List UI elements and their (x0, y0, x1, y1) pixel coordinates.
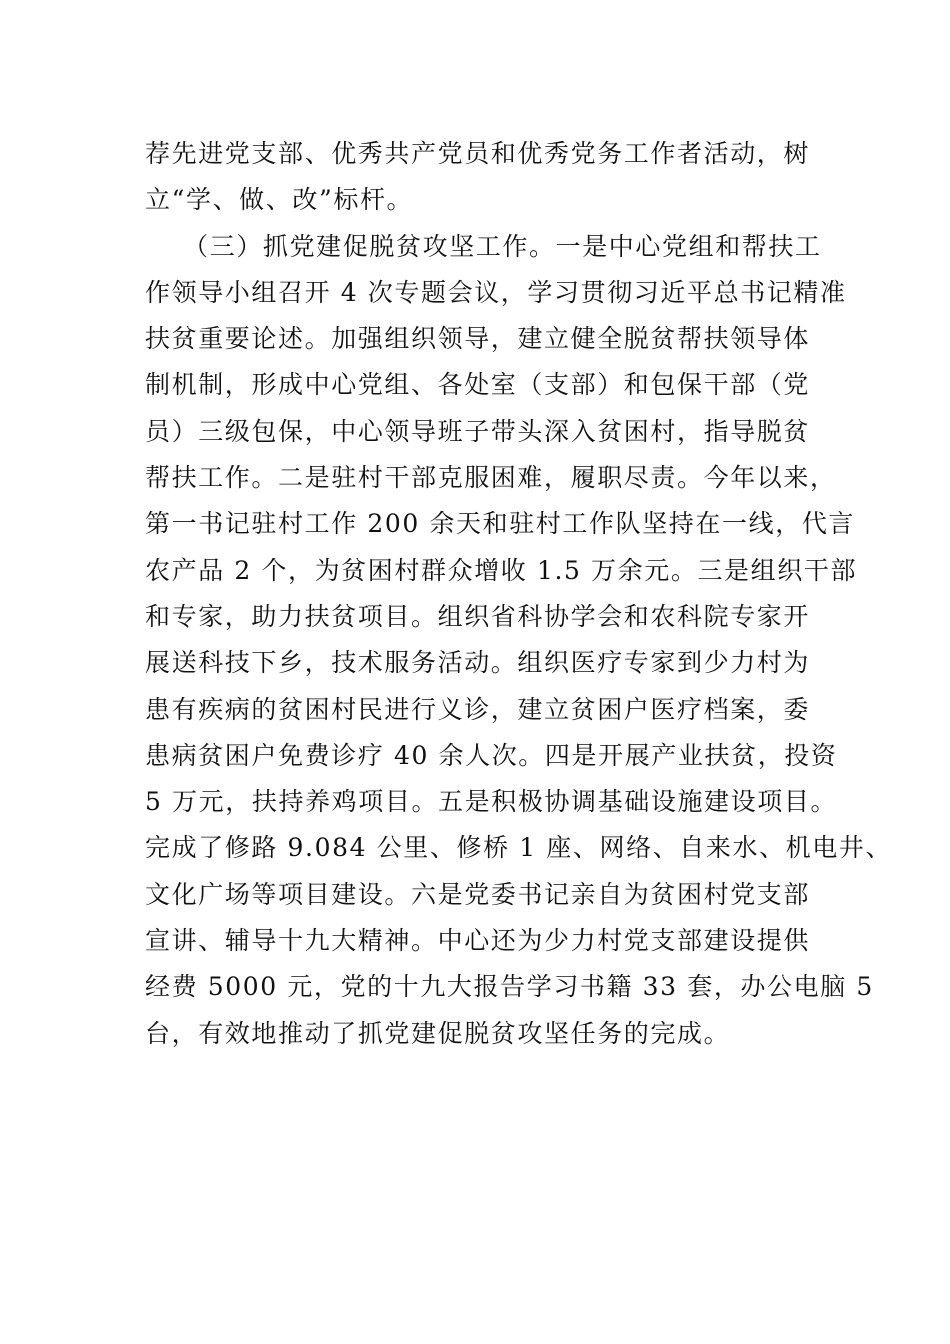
text-line: 患病贫困户免费诊疗 40 余人次。四是开展产业扶贫，投资 (145, 740, 838, 770)
text-line: 文化广场等项目建设。六是党委书记亲自为贫困村党支部 (145, 879, 811, 909)
paragraph-start-line: （三）抓党建促脱贫攻坚工作。一是中心党组和帮扶工 (145, 231, 822, 261)
text-line: 制机制，形成中心党组、各处室（支部）和包保干部（党 (145, 370, 811, 400)
text-line: 第一书记驻村工作 200 余天和驻村工作队坚持在一线，代言 (145, 509, 856, 539)
text-line: 5 万元，扶持养鸡项目。五是积极协调基础设施建设项目。 (145, 787, 838, 817)
text-line: 和专家，助力扶贫项目。组织省科协学会和农科院专家开 (145, 601, 811, 631)
text-line: 宣讲、辅导十九大精神。中心还为少力村党支部建设提供 (145, 926, 811, 956)
text-line: 台，有效地推动了抓党建促脱贫攻坚任务的完成。 (145, 1018, 731, 1048)
text-line: 作领导小组召开 4 次专题会议，学习贯彻习近平总书记精准 (145, 277, 847, 307)
text-line: 经费 5000 元，党的十九大报告学习书籍 33 套，办公电脑 5 (145, 972, 874, 1002)
text-line: 荐先进党支部、优秀共产党员和优秀党务工作者活动，树 (145, 139, 811, 168)
text-line: 农产品 2 个，为贫困村群众增收 1.5 万余元。三是组织干部 (145, 555, 858, 585)
text-line: 立“学、做、改”标杆。 (145, 185, 414, 215)
body-text (145, 131, 893, 1057)
text-line: 完成了修路 9.084 公里、修桥 1 座、网络、自来水、机电井、 (145, 833, 893, 863)
text-line: 展送科技下乡，技术服务活动。组织医疗专家到少力村为 (145, 648, 811, 678)
text-line: 员）三级包保，中心领导班子带头深入贫困村，指导脱贫 (145, 416, 811, 446)
text-line: 患有疾病的贫困村民进行义诊，建立贫困户医疗档案，委 (145, 694, 811, 724)
text-line: 扶贫重要论述。加强组织领导，建立健全脱贫帮扶领导体 (145, 324, 811, 354)
text-line: 帮扶工作。二是驻村干部克服困难，履职尽责。今年以来， (145, 463, 837, 493)
